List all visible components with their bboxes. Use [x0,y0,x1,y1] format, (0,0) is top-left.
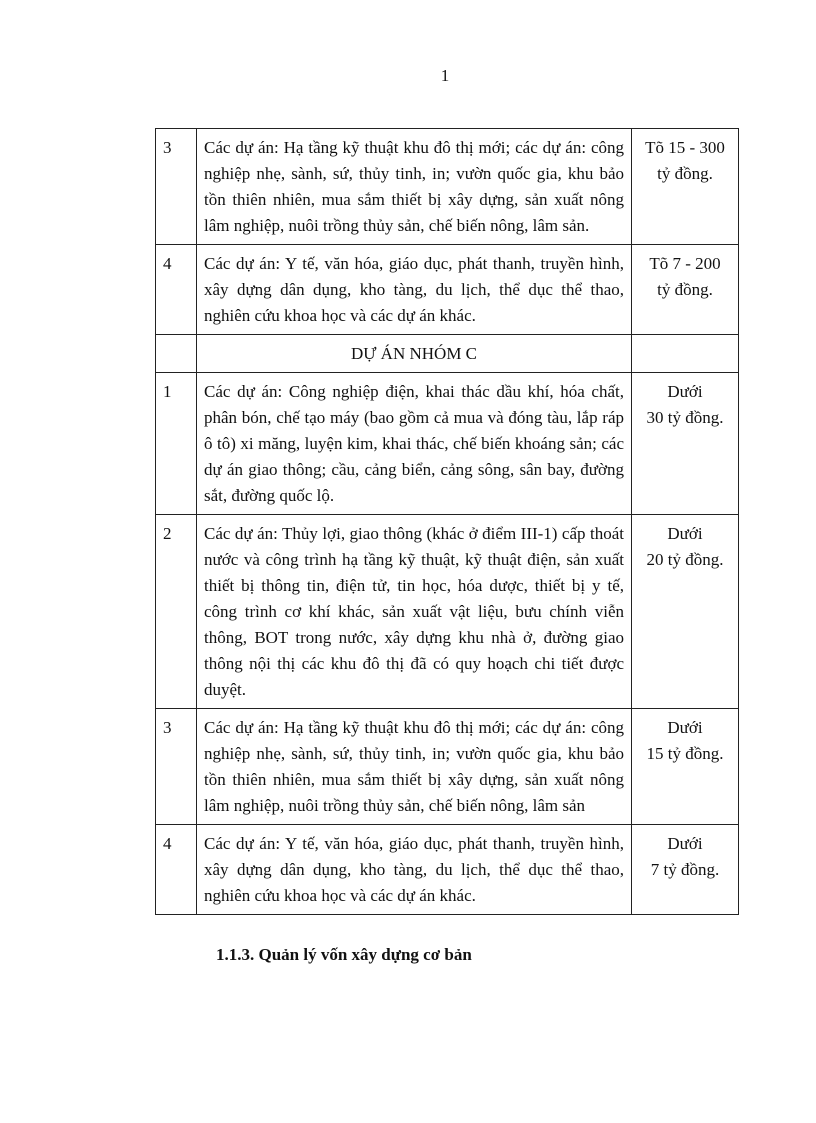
amount-unit: tỷ đồng. [657,280,713,299]
project-group-table [155,128,739,915]
row-number: 2 [156,515,197,709]
row-description: Các dự án: Hạ tầng kỹ thuật khu đô thị mới; các dự án: công nghiệp nhẹ, sành, sứ, thủy tinh, in; vườn quốc gia, khu bảo tồn thiên nhiên, mua sắm thiết bị xây dựng, sản xuất nông lâm nghiệp, nuôi trồng thủy sản, chế biến nông, lâm sản [197,709,632,825]
group-header-title: DỰ ÁN NHÓM C [197,335,632,373]
table-row [156,825,739,915]
amount-range: Tõ 7 - 200 [649,254,721,273]
row-amount [632,129,739,245]
table-row [156,373,739,515]
group-header-row [156,335,739,373]
row-amount [632,709,739,825]
amount-label: Dưới [667,524,703,543]
row-number: 3 [156,709,197,825]
amount-unit: tỷ đồng. [657,164,713,183]
row-amount [632,515,739,709]
table-row [156,245,739,335]
amount-label: Dưới [667,382,703,401]
row-number: 4 [156,825,197,915]
group-header-empty-cell [632,335,739,373]
row-amount [632,373,739,515]
row-amount [632,825,739,915]
amount-value: 15 tỷ đồng. [646,744,724,763]
table-row [156,129,739,245]
page-number: 1 [440,66,450,85]
group-header-empty-cell [156,335,197,373]
amount-range: Tõ 15 - 300 [645,138,725,157]
row-amount [632,245,739,335]
amount-value: 7 tỷ đồng. [650,860,720,879]
amount-value: 20 tỷ đồng. [646,550,724,569]
row-number: 1 [156,373,197,515]
row-description: Các dự án: Hạ tầng kỹ thuật khu đô thị mới; các dự án: công nghiệp nhẹ, sành, sứ, thủy tinh, in; vườn quốc gia, khu bảo tồn thiên nhiên, mua sắm thiết bị xây dựng, sản xuất nông lâm nghiệp, nuôi trồng thủy sản, chế biến nông, lâm sản. [197,129,632,245]
row-description: Các dự án: Thủy lợi, giao thông (khác ở điểm III-1) cấp thoát nước và công trình hạ tầng kỹ thuật, kỹ thuật điện, sản xuất thiết bị thông tin, điện tử, tin học, hóa dược, thiết bị y tế, công trình cơ khí khác, sản xuất vật liệu, bưu chính viễn thông, BOT trong nước, xây dựng khu nhà ở, đường giao thông nội thị các khu đô thị đã có quy hoạch chi tiết được duyệt. [197,515,632,709]
table-row [156,515,739,709]
row-description: Các dự án: Y tế, văn hóa, giáo dục, phát thanh, truyền hình, xây dựng dân dụng, kho tàng, du lịch, thể dục thể thao, nghiên cứu khoa học và các dự án khác. [197,825,632,915]
section-heading: 1.1.3. Quản lý vốn xây dựng cơ bản [216,945,472,964]
row-number: 3 [156,129,197,245]
amount-label: Dưới [667,718,703,737]
table-row [156,709,739,825]
row-number: 4 [156,245,197,335]
amount-label: Dưới [667,834,703,853]
row-description: Các dự án: Y tế, văn hóa, giáo dục, phát thanh, truyền hình, xây dựng dân dụng, kho tàng, du lịch, thể dục thể thao, nghiên cứu khoa học và các dự án khác. [197,245,632,335]
row-description: Các dự án: Công nghiệp điện, khai thác dầu khí, hóa chất, phân bón, chế tạo máy (bao gồm cả mua và đóng tàu, lắp ráp ô tô) xi măng, luyện kim, khai thác, chế biến khoáng sản; các dự án giao thông; cầu, cảng biển, cảng sông, sân bay, đường sắt, đường quốc lộ. [197,373,632,515]
amount-value: 30 tỷ đồng. [646,408,724,427]
